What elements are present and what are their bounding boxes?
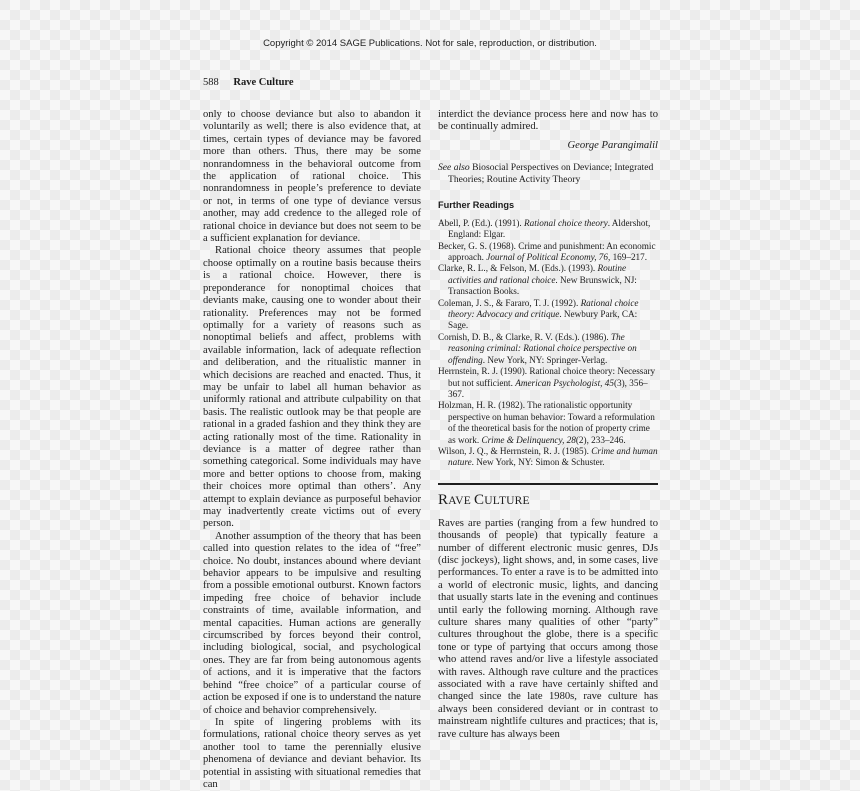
left-column — [203, 109, 421, 791]
right-column — [438, 109, 658, 741]
paragraph-3: Another assumption of the theory that has been called into question relates to the idea of “free” choice. No doubt, instances abound where deviant behavior appears to be impulsive and resulting from a possible emotional outburst. Known factors impeding free choice of behavior include constraints of time, available information, and mental capacities. Human actions are generally circumscribed by forces beyond their control, including biological, social, and psychological ones. They are far from being autonomous agents of actions, and it is imperative that the factors behind “free choice” of a particular course of action be exposed if one is to understand the nature of choice and behavior comprehensively. — [203, 530, 421, 716]
see-also — [438, 162, 658, 185]
reference-list — [438, 218, 658, 469]
paragraph-1: only to choose deviance but also to abandon it voluntarily as well; there is also evidence that, at times, certain types of deviance may be favored more than others. Thus, there may be some nonrandomness in the behavioral outcome from the application of rational choice. This nonrandomness in people’s preference to deviate or not, in terms of one type of deviance versus another, may add credence to the alleged role of rational choice in deviance but does not seem to be a sufficient explanation for deviance. — [203, 109, 421, 245]
reference-item: Coleman, J. S., & Fararo, T. J. (1992). Rational choice theory: Advocacy and critique. Newbury Park, CA: Sage. — [438, 297, 639, 331]
author-signature: George Parangimalil — [567, 139, 658, 151]
reference-item: Abell, P. (Ed.). (1991). Rational choice theory. Aldershot, England: Elgar. — [438, 217, 651, 240]
entry-divider — [438, 483, 658, 485]
see-also-label: See also — [438, 162, 470, 174]
entry-body-paragraph: Raves are parties (ranging from a few hundred to thousands of people) that typically feature a number of different electronic music genres, DJs (disc jockeys), light shows, and, in some cases, live performances. To enter a rave is to be admitted into a world of electronic music, lights, and dancing that usually starts late in the evening and continues until early the following morning. Although rave culture shares many qualities of other “party” cultures throughout the globe, there is a specific tone or type of partying that occurs among those who attend raves and/or live a lifestyle associated with raves. Although rave culture and the practices associated with a rave have certainly shifted and changed since the late 1980s, rave culture has always been considered deviant or in contrast to mainstream nightlife cultures and practices; that is, rave culture has always been — [438, 517, 658, 740]
copyright-notice: Copyright © 2014 SAGE Publications. Not for sale, reproduction, or distribution. — [263, 38, 597, 49]
reference-item: Holzman, H. R. (1982). The rationalistic opportunity perspective on human behavior: Toward a reformulation of the theoretical basis for the notion of property crime as work. Crime & Delinquency, 28(2), 233–246. — [438, 400, 655, 445]
reference-item: Cornish, D. B., & Clarke, R. V. (Eds.). (1986). The reasoning criminal: Rational choice perspective on offending. New York, NY: Springer-Verlag. — [438, 331, 637, 365]
entry-title: RAVE CULTURE — [438, 491, 530, 508]
page-number: 588 — [203, 77, 219, 88]
further-readings-heading: Further Readings — [438, 200, 515, 211]
reference-item: Herrnstein, R. J. (1990). Rational choice theory: Necessary but not sufficient. American Psychologist, 45(3), 356–367. — [438, 366, 656, 399]
running-head — [203, 77, 294, 88]
paragraph-2: Rational choice theory assumes that people choose optimally on a routine basis because theirs is a rational choice. However, there is preponderance for nonoptimal choices that deviants make, causing one to wonder about their rationality. Preferences may not be formed optimally for a variety of reasons such as nonoptimal beliefs and affect, problems with available information, lack of adequate reflection and deliberation, and the ritualistic manner in which decisions are reached and enacted. Thus, it may be unfair to label all human behavior as uniformly rational and attribute culpability on that basis. The realistic outlook may be that people are rational in a graded fashion and they think they are acting rationally most of the time. Rationality in deviance is a matter of degree rather than something categorical. Some individuals may have more and better options to choose from, making their choices more optimal than others’. Any attempt to explain deviance as purposeful behavior may inadvertently create victims out of every person. — [203, 245, 421, 530]
running-title: Rave Culture — [233, 77, 294, 88]
paragraph-4: In spite of lingering problems with its formulations, rational choice theory serves as yet another tool to tame the perennially elusive phenomena of deviance and deviant behavior. Its potential in assisting with situational remedies that can — [203, 716, 421, 790]
continuation-paragraph: interdict the deviance process here and now has to be continually admired. — [438, 109, 658, 133]
see-also-text: Biosocial Perspectives on Deviance; Integrated Theories; Routine Activity Theory — [448, 162, 654, 185]
reference-item: Wilson, J. Q., & Herrnstein, R. J. (1985). Crime and human nature. New York, NY: Simon & Schuster. — [438, 445, 658, 468]
reference-item: Clarke, R. L., & Felson, M. (Eds.). (1993). Routine activities and rational choice. New Brunswick, NJ: Transaction Books. — [438, 263, 637, 297]
reference-item: Becker, G. S. (1968). Crime and punishment: An economic approach. Journal of Political Economy, 76, 169–217. — [438, 240, 656, 263]
